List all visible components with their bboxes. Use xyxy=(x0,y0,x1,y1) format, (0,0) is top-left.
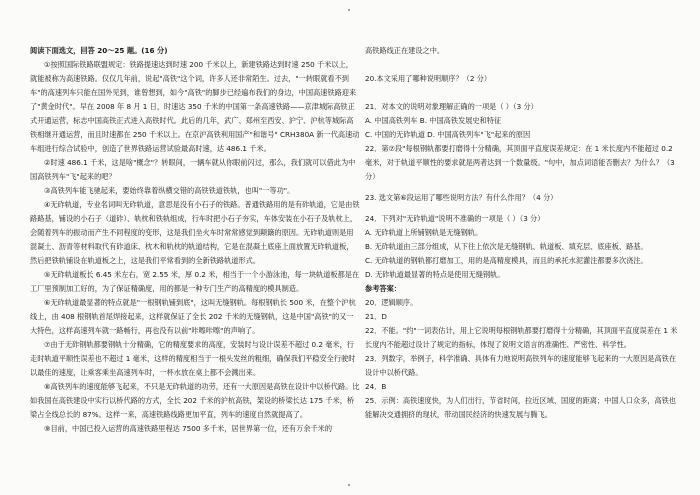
question-21: 21．对本文的说明对象理解正确的一项是（ ）（3 分） xyxy=(365,102,538,111)
question-20: 20.本文采用了哪种说明顺序？（2 分） xyxy=(365,74,492,83)
answer-25: 25．示例：高铁速度快，为人们出行，节省时间，拉近区域、国度的距离；中国人口众多，高铁也能解决交通拥挤的现状，带动国民经济的快速发展与腾飞。 xyxy=(365,396,677,419)
right-column xyxy=(365,44,680,422)
passage-paragraph-5: ⑤无砟轨道板长 6.45 米左右，宽 2.55 米，厚 0.2 米，相当于一个小游泳池，每一块轨道板都是在工厂里预制加工好的，为了保证精确度，用的都是一种专门生产的高精度的模具制造。 xyxy=(30,270,360,293)
question-24-option-a: A. 无砟轨道上所铺钢轨是无缝钢轨。 xyxy=(365,228,483,237)
question-24: 24．下列对"无砟轨道"说明不准确的一项是（ ）（3 分） xyxy=(365,214,545,223)
passage-paragraph-7: ⑦由于无砟钢轨都要钢轨十分精确，它的精度要求的高度，安装时与设计误差不超过 0.2 毫米，行走时轨道平顺性误差也不超过 1 毫米，这样的精度相当于一根头发丝的粗细，确保我们平稳安全行驶时以最佳的速度，让乘客乘坐高速列车时，一杯水放在桌上都不会溅出来。 xyxy=(30,340,356,377)
passage-paragraph-6: ⑥无砟轨道最显著的特点就是"一根钢轨铺到底"，这叫无缝钢轨。每根钢轨长 500 米，在整个沪杭线上，由 408 根钢轨首尾焊接起来，这样就保证了全长 202 千米的无缝钢轨，这是中国"高铁"的又一大特色，这样高速列车就一路畅行，再也没有以前"咔嚓咔嚓"的声响了。 xyxy=(30,298,356,335)
answer-23: 23．列数字，举例子，科学准确、具体有力地说明高铁列车的速度能够飞起来的一大原因是高铁在设计中以桥代路。 xyxy=(365,354,677,377)
question-21-options-cd: C. 中国的无砟轨道 D. 中国高铁列车"飞"起来的原因 xyxy=(365,130,531,139)
passage-paragraph-8: ⑧高铁列车的速度能够飞起来，不只是无砟轨道的功劳，还有一大原因是高铁在设计中以桥代路。比如我国在高铁建设中实行以桥代路的方式，全长 202 千米的沪杭高铁，架设的桥梁长达 175 千米，桥梁占全线总长的 87%。这样一来，高速铁路线路更加平直，列车的速度自然就提高了。 xyxy=(30,382,360,419)
scan-dot xyxy=(348,484,350,486)
question-21-options-ab: A. 中国高铁列车 B. 中国高铁发展史和特征 xyxy=(365,116,502,125)
question-24-option-d: D. 无砟轨道最显著的特点是使用无缝钢轨。 xyxy=(365,270,505,279)
scan-dot xyxy=(348,9,350,11)
answer-24: 24．B xyxy=(365,382,387,391)
passage-paragraph-2: ②时速 486.1 千米，这是啥"概念"？转眼间，一辆车就从你眼前闪过，那么，我们就可以借此为中国高铁列车"飞"起来的吧？ xyxy=(30,158,356,181)
passage-paragraph-9: ⑨目前，中国已投入运营的高速铁路里程达 7500 多千米，居世界第一位，还有万余千米的 xyxy=(44,424,333,433)
passage-paragraph-1: ①按照国际铁路联盟规定：铁路提速达到时速 200 千米以上，新建铁路达到时速 250 千米以上，就能被称为高速铁路。仅仅几年前，说起"高铁"这个词，许多人还非常陌生。过去，"一转眼就看不到车"的高速列车只能在国外见到，谁曾想到，如今"高铁"的脚步已经遍布我们的身边，中国高速铁路迎来了"黄金时代"。早在 2008 年 8 月 1 日，时速达 350 千米的中国第一条高速铁路——京津城际高铁正式开通运营，标志中国高铁正式进入高铁时代。此后的几年，武广、郑州至西安、沪宁、沪杭等城际高铁相继开通运营，而且时速都在 250 千米以上。在京沪高铁利用国产"和谐号" CRH380A 新一代高速动车组进行综合试验中，创造了世界铁路运营试验最高时速，达 486.1 千米。 xyxy=(30,60,360,153)
answer-21: 21．D xyxy=(365,312,387,321)
answer-22: 22．不能。"约"一词表估计，用上它说明每根钢轨都要打磨得十分精确，其顶面平直度误差在 1 米长度内不能超过设计了规定的指标，体现了说明文语言的准确性、严密性、科学性。 xyxy=(365,326,678,349)
passage-paragraph-3: ③高铁列车能飞驰起来，要始终靠着纵横交错的高铁铁道铁轨，也叫"一等功"。 xyxy=(44,186,295,195)
passage-continuation: 高铁路线正在建设之中。 xyxy=(365,46,445,55)
question-23: 23. 选文第⑥段运用了哪些说明方法？有什么作用？（4 分） xyxy=(365,193,558,202)
passage-paragraph-4: ④无砟轨道，专业名词叫无砟轨道，意思是没有小石子的铁路。普通铁路用的是有砟轨道，它是由铁路路基，铺设的小石子（道砟）、轨枕和铁轨组成，行车时把小石子夯实，车体安装在小石子及轨枕上，会随着列车的振动而产生不同程度的变形，这是我们坐火车时常常感觉到颠簸的原因。无砟轨道则是用混凝土、沥青等材料取代有砟道床、枕木和轨枕的轨道结构，它是在混凝土底座上面放置无砟轨道板，然后把铁轨铺设在轨道板之上，这是我们平常看到的全新铁路轨道形式。 xyxy=(30,200,360,265)
answer-20: 20．逻辑顺序。 xyxy=(365,298,418,307)
question-22: 22．第⑦段"每根钢轨都要打磨得十分精确，其顶面平直度误差规定：在 1 米长度内不能超过 0.2 毫米，对于轨道平顺性的要求就是两者达到一个数量级。"句中，加点词语能否删去？为什么？（3 分） xyxy=(365,144,675,181)
question-24-option-c: C. 无砟轨道的钢轨都打磨加工，用的是高精度模具，而且的承托水泥灌注都要多次浇注。 xyxy=(365,256,648,265)
answers-heading: 参考答案： xyxy=(365,284,401,293)
section-title: 阅读下面选文，回答 20～25 题。(16 分) xyxy=(30,46,168,55)
question-24-option-b: B. 无砟轨道由三部分组成，从下往上依次是无缝钢轨、轨道板、填充层、底座板、路基。 xyxy=(365,242,648,251)
left-column xyxy=(30,44,360,436)
